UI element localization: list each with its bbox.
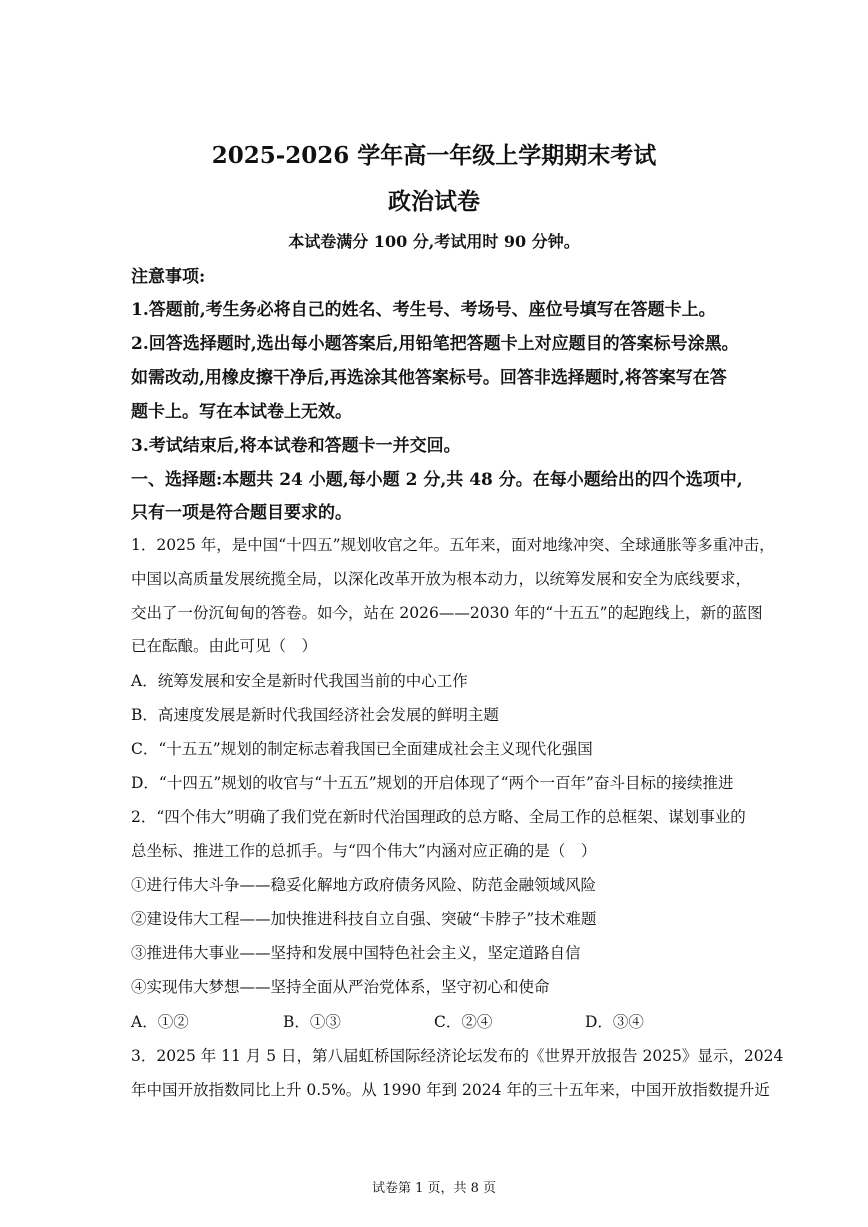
q2-item-4: ④实现伟大梦想——坚持全面从严治党体系，坚守初心和使命 — [131, 978, 550, 996]
notes-heading: 注意事项: — [131, 267, 206, 287]
q2-item-3: ③推进伟大事业——坚持和发展中国特色社会主义，坚定道路自信 — [131, 944, 581, 962]
q2-choice-d: D．③④ — [585, 1013, 644, 1031]
q2-item-2: ②建设伟大工程——加快推进科技自立自强、突破“卡脖子”技术难题 — [131, 910, 597, 928]
page-footer: 试卷第 1 页，共 8 页 — [371, 1181, 497, 1196]
subject-title: 政治试卷 — [388, 188, 480, 215]
exam-info: 本试卷满分 100 分,考试用时 90 分钟。 — [288, 232, 580, 251]
q1-option-d: D．“十四五”规划的收官与“十五五”规划的开启体现了“两个一百年”奋斗目标的接续推进 — [131, 774, 734, 792]
q1-stem-line: 交出了一份沉甸甸的答卷。如今，站在 2026——2030 年的“十五五”的起跑线上，新的蓝图 — [131, 604, 763, 622]
q3-stem-line: 3．2025 年 11 月 5 日，第八届虹桥国际经济论坛发布的《世界开放报告 2025》显示，2024 — [131, 1047, 784, 1065]
exam-title: 2025-2026 学年高一年级上学期期末考试 — [211, 142, 657, 169]
q2-choice-b: B．①③ — [283, 1013, 341, 1031]
section-heading: 只有一项是符合题目要求的。 — [131, 503, 352, 523]
q1-stem-line: 中国以高质量发展统揽全局，以深化改革开放为根本动力，以统筹发展和安全为底线要求， — [131, 570, 752, 588]
note-line: 2.回答选择题时,选出每小题答案后,用铅笔把答题卡上对应题目的答案标号涂黑。 — [131, 334, 739, 354]
q1-stem-line: 1．2025 年，是中国“十四五”规划收官之年。五年来，面对地缘冲突、全球通胀等多重冲击， — [131, 536, 775, 554]
note-line: 1.答题前,考生务必将自己的姓名、考生号、考场号、座位号填写在答题卡上。 — [131, 300, 716, 320]
q2-stem-line: 总坐标、推进工作的总抓手。与“四个伟大”内涵对应正确的是（ ） — [131, 842, 597, 860]
section-heading: 一、选择题:本题共 24 小题,每小题 2 分,共 48 分。在每小题给出的四个选项中, — [131, 470, 743, 490]
note-line: 3.考试结束后,将本试卷和答题卡一并交回。 — [131, 436, 461, 456]
q1-option-a: A．统筹发展和安全是新时代我国当前的中心工作 — [131, 672, 468, 690]
q1-stem-line: 已在酝酿。由此可见（ ） — [131, 637, 318, 655]
q1-option-c: C．“十五五”规划的制定标志着我国已全面建成社会主义现代化强国 — [131, 740, 593, 758]
q2-item-1: ①进行伟大斗争——稳妥化解地方政府债务风险、防范金融领域风险 — [131, 876, 597, 894]
q2-choice-a: A．①② — [131, 1013, 189, 1031]
q2-choice-c: C．②④ — [434, 1013, 493, 1031]
note-line: 题卡上。写在本试卷上无效。 — [131, 402, 352, 422]
q2-stem-line: 2．“四个伟大”明确了我们党在新时代治国理政的总方略、全局工作的总框架、谋划事业的 — [131, 808, 746, 826]
note-line: 如需改动,用橡皮擦干净后,再选涂其他答案标号。回答非选择题时,将答案写在答 — [131, 368, 727, 388]
q1-option-b: B．高速度发展是新时代我国经济社会发展的鲜明主题 — [131, 706, 499, 724]
q3-stem-line: 年中国开放指数同比上升 0.5%。从 1990 年到 2024 年的三十五年来，中国开放指数提升近 — [131, 1081, 770, 1099]
